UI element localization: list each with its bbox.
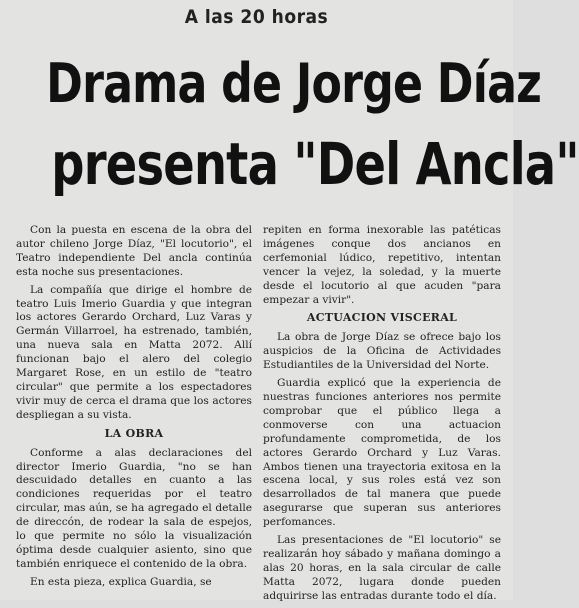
headline-line-2: presenta "Del Ancla" bbox=[51, 130, 579, 198]
paragraph: Guardia explicó que la experiencia de nuestras funciones anteriores nos permite comprobar que el público llega a conmoverse con una actuacion profundamente comprometida, de los actores Gerardo Orchard y Luz Varas. Ambos tienen una trayectoria exitosa en la escena local, y sus roles está vez son desarrollados de tal manera que puede asegurarse que superan sus anteriores perfomances. bbox=[263, 377, 501, 529]
subheading: LA OBRA bbox=[104, 426, 164, 440]
paragraph: Conforme a alas declaraciones del director Imerio Guardia, "no se han descuidado detalles en cuanto a las condiciones requeridas por el teatro circular, mas aún, se ha agregado el detalle de direccón, de rodear la sala de espejos, lo que permite no sólo la visualización óptima desde cualquier asiento, sino que también enriquece el contenido de la obra. bbox=[16, 446, 252, 570]
right-column bbox=[263, 224, 501, 608]
kicker: A las 20 horas bbox=[184, 6, 329, 28]
paragraph: La compañía que dirige el hombre de teatro Luis Imerio Guardia y que integran los actores Gerardo Orchard, Luz Varas y Germán Villarroel, ha estrenado, también, una nueva sala en Matta 2072. Allí funcionan bajo el alero del colegio Margaret Rose, en un estilo de "teatro circular" que permite a los espectadores vivir muy de cerca el drama que los actores despliegan a su vista. bbox=[16, 283, 252, 421]
paragraph: Las presentaciones de "El locutorio" se realizarán hoy sábado y mañana domingo a alas 20 horas, en la sala circular de calle Matta 2072, lugara donde pueden adquirirse las entradas durante todo el día. bbox=[263, 534, 501, 602]
paragraph: La obra de Jorge Díaz se ofrece bajo los auspicios de la Oficina de Actividades Estudiantiles de la Universidad del Norte. bbox=[263, 331, 501, 372]
subheading: ACTUACION VISCERAL bbox=[306, 311, 458, 325]
headline-line-1: Drama de Jorge Díaz bbox=[46, 52, 542, 115]
left-column bbox=[16, 224, 252, 594]
paragraph: Con la puesta en escena de la obra del autor chileno Jorge Díaz, "El locutorio", el Teatro independiente Del ancla continúa esta noche sus presentaciones. bbox=[16, 224, 252, 278]
paragraph: En esta pieza, explica Guardia, se bbox=[30, 575, 212, 588]
paragraph: repiten en forma inexorable las patéticas imágenes conque dos ancianos en cerfemonial lúdico, repetitivo, intentan vencer la vejez, la soledad, y la muerte desde el locutorio al que acuden "para empezar a vivir". bbox=[263, 224, 501, 306]
